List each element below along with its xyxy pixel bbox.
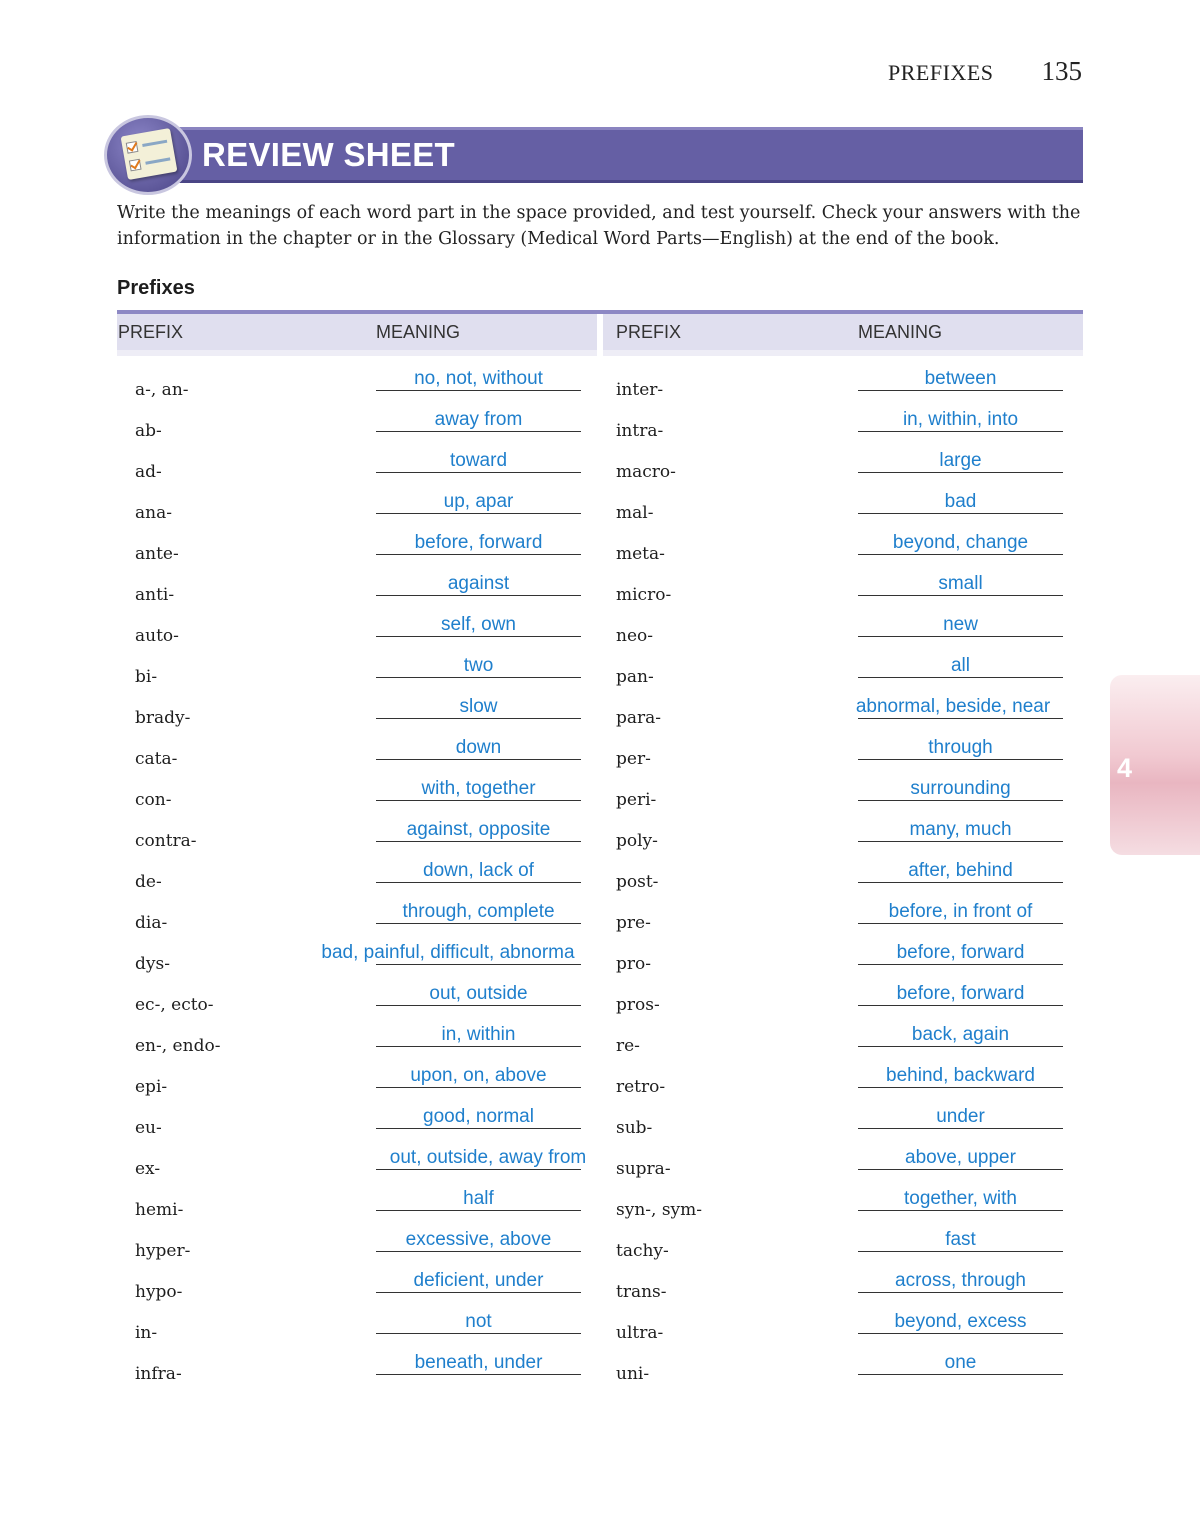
answer-line [376, 1333, 581, 1334]
prefix-term: pro- [616, 954, 651, 974]
checkbox-icon [126, 141, 139, 154]
table-row [603, 446, 1083, 487]
prefix-term: a-, an- [135, 380, 189, 400]
meaning-answer[interactable]: large [939, 450, 982, 471]
table-row [117, 446, 597, 487]
table-row [117, 1307, 597, 1348]
table-row [117, 1348, 597, 1389]
answer-line [858, 1210, 1063, 1211]
table-row [117, 938, 597, 979]
prefix-term: eu- [135, 1118, 162, 1138]
prefix-term: sub- [616, 1118, 653, 1138]
meaning-answer[interactable]: back, again [911, 1024, 1010, 1045]
table-header [603, 314, 1083, 350]
table-row [117, 1225, 597, 1266]
table-row [603, 405, 1083, 446]
meaning-answer[interactable]: new [943, 614, 978, 635]
meaning-answer[interactable]: through [928, 737, 993, 758]
meaning-answer[interactable]: slow [459, 696, 498, 717]
answer-line [376, 431, 581, 432]
table-row [117, 815, 597, 856]
review-sheet-banner [168, 127, 1083, 183]
prefix-term: micro- [616, 585, 672, 605]
checklist-line [145, 157, 170, 164]
header-prefix: PREFIX [616, 322, 682, 342]
table-row [117, 364, 597, 405]
meaning-answer[interactable]: up, apar [443, 491, 514, 512]
table-body [117, 356, 597, 1406]
table-row [603, 528, 1083, 569]
prefix-term: ana- [135, 503, 172, 523]
meaning-answer[interactable]: bad [944, 491, 977, 512]
table-row [117, 1020, 597, 1061]
table-row [117, 610, 597, 651]
prefix-term: hyper- [135, 1241, 191, 1261]
answer-line [376, 1087, 581, 1088]
table-row [117, 856, 597, 897]
answer-line [376, 513, 581, 514]
table-row [603, 979, 1083, 1020]
meaning-answer[interactable]: after, behind [908, 860, 1013, 881]
prefix-term: epi- [135, 1077, 168, 1097]
answer-line [376, 636, 581, 637]
checklist-line [142, 140, 167, 147]
answer-line [858, 1128, 1063, 1129]
meaning-answer[interactable]: behind, backward [886, 1065, 1035, 1086]
meaning-answer[interactable]: self, own [441, 614, 516, 635]
table-row [117, 1266, 597, 1307]
header-meaning: MEANING [858, 322, 943, 342]
answer-line [858, 1374, 1063, 1375]
answer-line [376, 677, 581, 678]
answer-line [858, 390, 1063, 391]
meaning-answer[interactable]: one [944, 1352, 977, 1373]
prefix-term: en-, endo- [135, 1036, 221, 1056]
meaning-answer[interactable]: small [938, 573, 983, 594]
answer-line [858, 636, 1063, 637]
meaning-answer[interactable]: bad, painful, difficult, abnorma [321, 942, 575, 963]
table-row [117, 569, 597, 610]
meaning-answer[interactable]: beneath, under [414, 1352, 543, 1373]
prefix-term: para- [616, 708, 662, 728]
prefix-table-right [603, 314, 1083, 1406]
answer-line [858, 595, 1063, 596]
answer-line [858, 472, 1063, 473]
answer-line [858, 513, 1063, 514]
answer-line [376, 472, 581, 473]
prefix-term: con- [135, 790, 172, 810]
meaning-answer[interactable]: down, lack of [423, 860, 534, 881]
meaning-answer[interactable]: no, not, without [414, 368, 543, 389]
answer-line [858, 1251, 1063, 1252]
answer-line [858, 759, 1063, 760]
table-row [117, 897, 597, 938]
prefix-term: meta- [616, 544, 665, 564]
meaning-answer[interactable]: down [455, 737, 502, 758]
table-row [603, 856, 1083, 897]
answer-line [858, 1005, 1063, 1006]
prefix-term: ante- [135, 544, 179, 564]
answer-line [858, 964, 1063, 965]
meaning-answer[interactable]: in, within [441, 1024, 516, 1045]
table-row [117, 774, 597, 815]
table-row [603, 1225, 1083, 1266]
answer-line [858, 1046, 1063, 1047]
answer-line [376, 882, 581, 883]
banner-title: REVIEW SHEET [202, 136, 455, 173]
table-row [603, 610, 1083, 651]
meaning-answer[interactable]: half [463, 1188, 494, 1209]
prefix-term: ec-, ecto- [135, 995, 214, 1015]
answer-line [376, 1251, 581, 1252]
answer-line [858, 882, 1063, 883]
prefix-term: trans- [616, 1282, 667, 1302]
answer-line [858, 923, 1063, 924]
prefix-term: infra- [135, 1364, 182, 1384]
meaning-answer[interactable]: between [924, 368, 997, 389]
meaning-answer[interactable]: excessive, above [405, 1229, 552, 1250]
prefix-term: mal- [616, 503, 654, 523]
prefix-term: supra- [616, 1159, 671, 1179]
answer-line [376, 1169, 581, 1170]
answer-line [376, 390, 581, 391]
prefix-term: in- [135, 1323, 158, 1343]
table-row [603, 938, 1083, 979]
table-row [603, 1020, 1083, 1061]
header-prefix: PREFIX [118, 322, 184, 342]
table-row [117, 1061, 597, 1102]
table-row [603, 487, 1083, 528]
prefix-table-left [117, 314, 597, 1406]
instructions-text: Write the meanings of each word part in the space provided, and test yourself. Check your answers with the information in the chapter or in the Glossary (Medical Word Parts—English) at the end of the book. [117, 203, 1081, 249]
answer-line [858, 800, 1063, 801]
table-row [117, 979, 597, 1020]
header-meaning: MEANING [376, 322, 461, 342]
prefix-term: inter- [616, 380, 664, 400]
prefix-term: cata- [135, 749, 178, 769]
meaning-answer[interactable]: away from [434, 409, 523, 430]
answer-line [376, 718, 581, 719]
table-row [603, 1348, 1083, 1389]
table-row [603, 815, 1083, 856]
answer-line [376, 964, 581, 965]
table-row [603, 1307, 1083, 1348]
meaning-answer[interactable]: deficient, under [413, 1270, 544, 1291]
prefix-term: ad- [135, 462, 162, 482]
answer-line [858, 1333, 1063, 1334]
prefix-term: poly- [616, 831, 658, 851]
meaning-answer[interactable]: in, within, into [902, 409, 1019, 430]
table-row [603, 1102, 1083, 1143]
meaning-answer[interactable]: above, upper [905, 1147, 1016, 1168]
prefix-term: pre- [616, 913, 651, 933]
answer-line [376, 923, 581, 924]
prefix-term: peri- [616, 790, 657, 810]
prefix-term: tachy- [616, 1241, 669, 1261]
table-row [117, 1102, 597, 1143]
meaning-answer[interactable]: before, in front of [888, 901, 1033, 922]
meaning-answer[interactable]: good, normal [423, 1106, 534, 1127]
table-header [117, 314, 597, 350]
prefix-term: dia- [135, 913, 168, 933]
prefix-term: uni- [616, 1364, 650, 1384]
answer-line [376, 759, 581, 760]
meaning-answer[interactable]: abnormal, beside, near [855, 696, 1051, 717]
meaning-answer[interactable]: not [465, 1311, 492, 1332]
meaning-answer[interactable]: through, complete [402, 901, 555, 922]
prefix-term: contra- [135, 831, 197, 851]
answer-line [376, 1005, 581, 1006]
prefix-term: post- [616, 872, 659, 892]
meaning-answer[interactable]: before, forward [896, 983, 1025, 1004]
section-heading: Prefixes [117, 277, 195, 299]
meaning-answer[interactable]: beyond, change [892, 532, 1029, 553]
table-row [603, 897, 1083, 938]
meaning-answer[interactable]: toward [449, 450, 508, 471]
table-row [603, 733, 1083, 774]
answer-line [858, 1087, 1063, 1088]
table-row [117, 487, 597, 528]
table-row [117, 1184, 597, 1225]
running-title: PREFIXES [888, 60, 994, 85]
running-head [888, 56, 1082, 86]
meaning-answer[interactable]: before, forward [414, 532, 543, 553]
meaning-answer[interactable]: under [936, 1106, 985, 1127]
table-row [117, 733, 597, 774]
answer-line [858, 1169, 1063, 1170]
answer-line [376, 1210, 581, 1211]
answer-line [376, 595, 581, 596]
table-row [117, 528, 597, 569]
checklist-document [121, 128, 178, 180]
table-row [603, 692, 1083, 733]
prefix-term: auto- [135, 626, 179, 646]
table-body [603, 356, 1083, 1406]
prefix-term: brady- [135, 708, 191, 728]
table-row [117, 692, 597, 733]
table-row [603, 1266, 1083, 1307]
table-row [603, 1143, 1083, 1184]
meaning-answer[interactable]: all [950, 655, 970, 676]
table-row [603, 651, 1083, 692]
table-row [603, 364, 1083, 405]
meaning-answer[interactable]: out, outside, away from [389, 1147, 587, 1168]
meaning-answer[interactable]: fast [945, 1229, 976, 1250]
table-row [603, 774, 1083, 815]
answer-line [376, 841, 581, 842]
chapter-tab-number: 4 [1117, 753, 1133, 783]
table-row [117, 405, 597, 446]
answer-line [376, 1374, 581, 1375]
prefix-term: per- [616, 749, 651, 769]
prefix-term: re- [616, 1036, 640, 1056]
page-number: 135 [1041, 56, 1082, 86]
prefix-term: retro- [616, 1077, 666, 1097]
prefix-term: pan- [616, 667, 654, 687]
meaning-answer[interactable]: with, together [421, 778, 536, 799]
prefix-term: dys- [135, 954, 170, 974]
answer-line [376, 1128, 581, 1129]
prefix-term: intra- [616, 421, 664, 441]
table-row [117, 1143, 597, 1184]
meaning-answer[interactable]: across, through [895, 1270, 1026, 1291]
prefix-term: neo- [616, 626, 653, 646]
answer-line [376, 1046, 581, 1047]
prefix-term: de- [135, 872, 162, 892]
answer-line [376, 554, 581, 555]
answer-line [376, 1292, 581, 1293]
answer-line [858, 677, 1063, 678]
meaning-answer[interactable]: out, outside [429, 983, 528, 1004]
table-row [603, 1184, 1083, 1225]
prefix-term: ultra- [616, 1323, 664, 1343]
prefix-term: anti- [135, 585, 175, 605]
prefix-term: hypo- [135, 1282, 183, 1302]
answer-line [376, 800, 581, 801]
meaning-answer[interactable]: before, forward [896, 942, 1025, 963]
answer-line [858, 554, 1063, 555]
table-row [603, 569, 1083, 610]
meaning-answer[interactable]: many, much [909, 819, 1012, 840]
meaning-answer[interactable]: together, with [903, 1188, 1018, 1209]
meaning-answer[interactable]: surrounding [910, 778, 1011, 799]
checkbox-icon [129, 159, 142, 172]
table-row [117, 651, 597, 692]
meaning-answer[interactable]: upon, on, above [410, 1065, 547, 1086]
meaning-answer[interactable]: beyond, excess [894, 1311, 1027, 1332]
prefix-term: syn-, sym- [616, 1200, 703, 1220]
meaning-answer[interactable]: two [463, 655, 494, 676]
prefix-term: ex- [135, 1159, 161, 1179]
table-row [603, 1061, 1083, 1102]
prefix-term: bi- [135, 667, 158, 687]
answer-line [858, 841, 1063, 842]
prefix-term: hemi- [135, 1200, 184, 1220]
prefix-term: macro- [616, 462, 676, 482]
answer-line [858, 718, 1063, 719]
answer-line [858, 431, 1063, 432]
meaning-answer[interactable]: against [447, 573, 510, 594]
checklist-icon [104, 115, 192, 195]
answer-line [858, 1292, 1063, 1293]
prefix-term: ab- [135, 421, 162, 441]
meaning-answer[interactable]: against, opposite [406, 819, 551, 840]
prefix-term: pros- [616, 995, 660, 1015]
